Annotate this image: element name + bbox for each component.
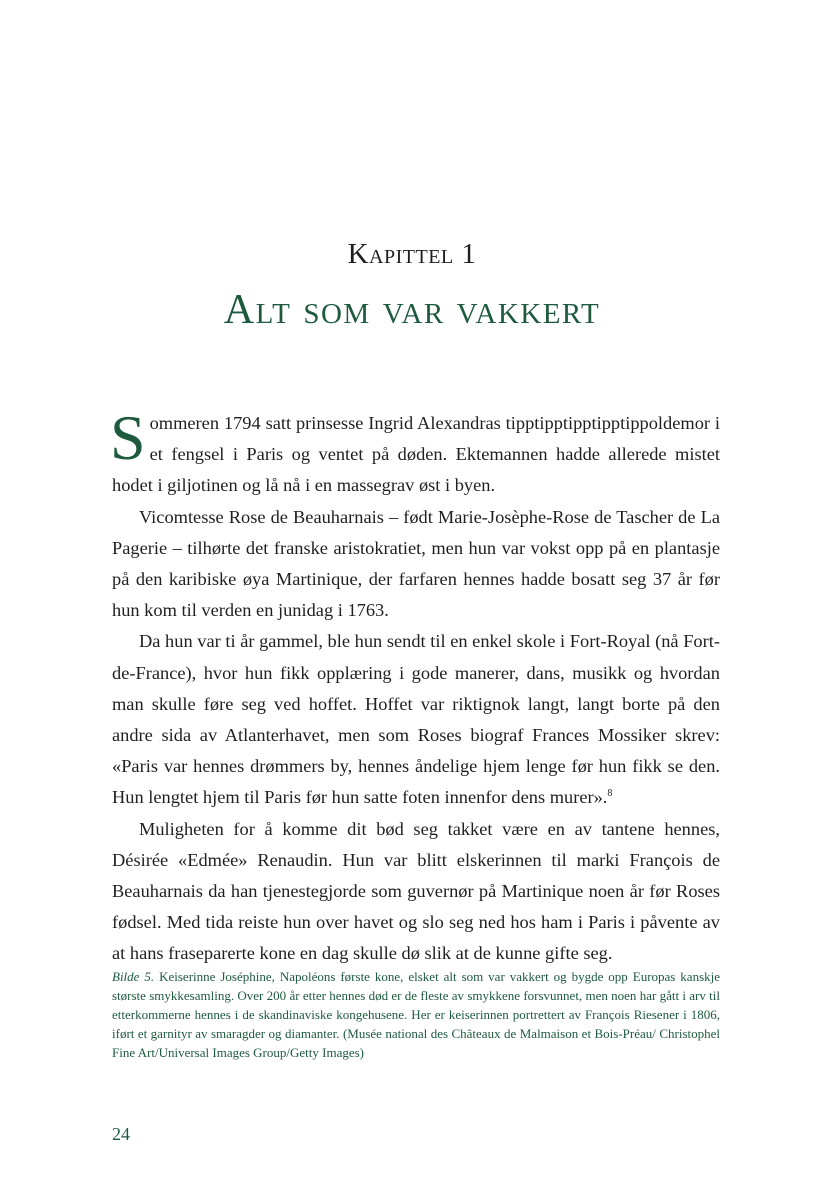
chapter-heading (0, 236, 824, 338)
chapter-title: Alt som var vakkert (223, 287, 601, 333)
paragraph-3-text: Da hun var ti år gammel, ble hun sendt til en enkel skole i Fort-Royal (nå Fort-de-France), hvor hun fikk opplæring i gode manerer, dans, musikk og hvordan man skulle føre seg ved hoffet. Hoffet var riktignok langt, langt borte på den andre sida av Atlanterhavet, men som Roses biograf Frances Mossiker skrev: «Paris var hennes drømmers by, hennes åndelige hjem lenge før hun fikk se den. Hun lengtet hjem til Paris før hun satte foten innenfor dens murer». (112, 631, 720, 808)
figure-caption (112, 967, 720, 1062)
page-number: 24 (112, 1124, 130, 1144)
paragraph-1 (110, 402, 720, 502)
paragraph-4: Muligheten for å komme dit bød seg takket være en av tantene hennes, Désirée «Edmée» Renaudin. Hun var blitt elskerinnen til marki François de Beauharnais da han tjenestegjorde som guvernør på Martinique noen år før Roses fødsel. Med tida reiste hun over havet og slo seg ned hos ham i Paris i påvente av at hans fraseparerte kone en dag skulle dø slik at de kunne gifte seg. (112, 818, 720, 964)
footnote-marker[interactable]: 8 (607, 788, 613, 800)
caption-text: Keiserinne Joséphine, Napoléons første kone, elsket alt som var vakkert og bygde opp Europas kanskje største smykkesamling. Over 200 år etter hennes død er de fleste av smykkene forsvunnet, men noen har gått i arv til etterkommerne hennes i de skandinaviske kongehusene. Her er keiserinnen portrettert av François Riesener i 1806, iført et garnityr av smaragder og diamanter. (Musée national des Châteaux de Malmaison et Bois-Préau/ Christophel Fine Art/Universal Images Group/Getty Images) (112, 969, 721, 1060)
caption-label: Bilde 5. (112, 969, 155, 984)
paragraph-1-text: ommeren 1794 satt prinsesse Ingrid Alexandras tipptipptipptipptippoldemor i et fengsel i Paris og ventet på døden. Ektemannen hadde allerede mistet hodet i giljotinen og lå nå i en massegrav øst i byen. (112, 413, 720, 496)
paragraph-3 (112, 626, 720, 813)
paragraph-2: Vicomtesse Rose de Beauharnais – født Marie-Josèphe-Rose de Tascher de La Pagerie – tilhørte det franske aristokratiet, men hun var vokst opp på en plantasje på den karibiske øya Martinique, der farfaren hennes hadde bosatt seg 37 år før hun kom til verden en junidag i 1763. (112, 506, 720, 621)
drop-cap: S (110, 402, 146, 473)
body-text (110, 402, 720, 970)
chapter-label: Kapittel 1 (347, 238, 477, 270)
